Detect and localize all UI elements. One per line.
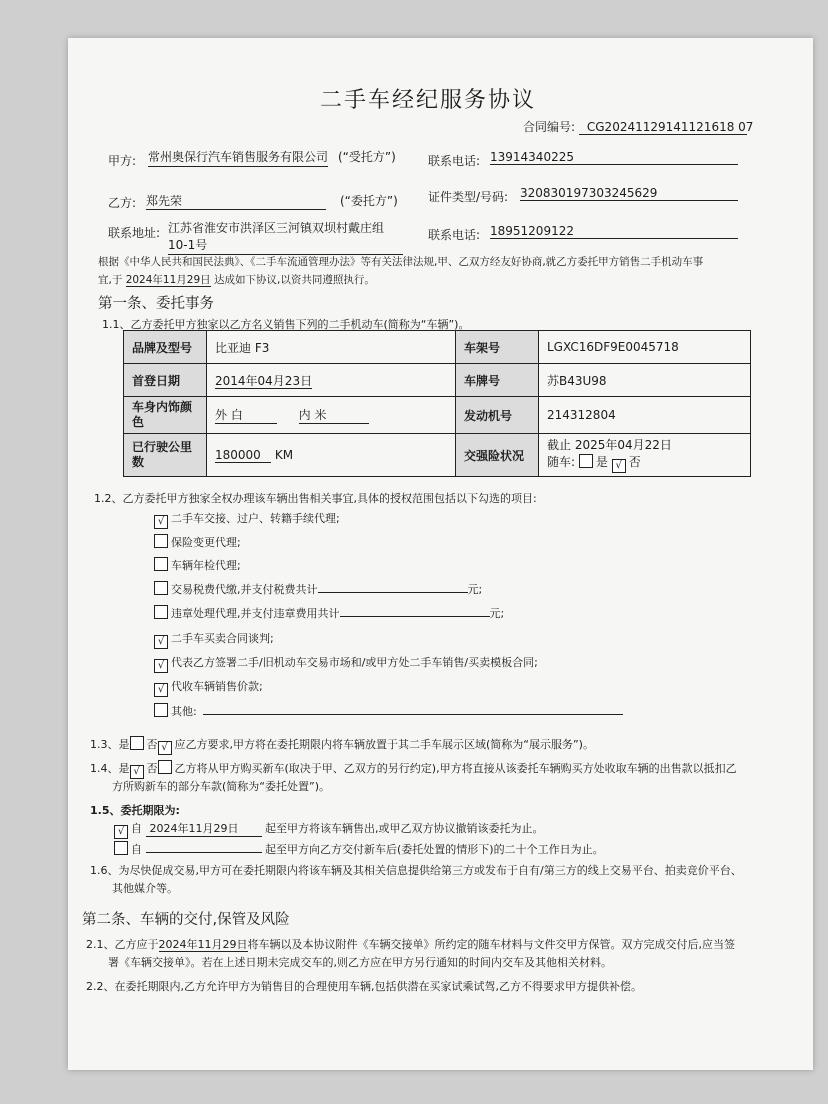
vin-value: LGXC16DF9E0045718 <box>539 331 751 364</box>
party-a-role: (“受托方”) <box>338 150 396 164</box>
mileage-value: 180000 <box>215 448 271 463</box>
clause-1-4: 1.4、是 √ 否 乙方将从甲方购买新车(取决于甲、乙双方的另行约定),甲方将直接从该委托车辆购买方处收取车辆的出售款以抵扣乙 <box>90 762 737 777</box>
engine-value: 214312804 <box>539 397 751 434</box>
auth-item-5[interactable]: 违章处理代理,并支付违章费用共计 元; <box>154 604 504 621</box>
auth-item-7[interactable]: √ 代表乙方签署二手/旧机动车交易市场和/或甲方处二手车销售/买卖模板合同; <box>154 654 538 673</box>
auth-item-9[interactable]: 其他: <box>154 702 623 719</box>
auth-checkbox-8[interactable]: √ <box>154 683 168 697</box>
violation-amount-blank[interactable] <box>340 604 490 617</box>
preamble-line-2: 宜,于 2024年11月29日 达成如下协议,以资共同遵照执行。 <box>98 274 375 286</box>
term-1-checkbox[interactable]: √ <box>114 825 128 839</box>
insurance-until: 截止 2025年04月22日 <box>547 438 672 452</box>
clause-2-1-cont: 署《车辆交接单》。若在上述日期未完成交车的,则乙方应在甲方另行通知的时间内交车及其他相关材料。 <box>108 956 612 969</box>
insurance-yes-checkbox[interactable] <box>579 454 593 468</box>
exterior-color: 外 白 <box>215 406 277 424</box>
party-b-name: 郑先荣 <box>146 192 326 210</box>
insurance-with-car: 随车: 是 √ 否 <box>547 455 641 471</box>
tax-amount-blank[interactable] <box>318 580 468 593</box>
section-1-heading: 第一条、委托事务 <box>98 296 214 312</box>
show-yes-checkbox[interactable] <box>130 736 144 750</box>
term-2-date-blank[interactable] <box>146 840 262 853</box>
clause-1-6-cont: 其他媒介等。 <box>112 882 178 895</box>
table-row <box>124 331 751 364</box>
brand-value: 比亚迪 F3 <box>207 331 456 364</box>
vehicle-table <box>123 330 751 477</box>
address-label: 联系地址: <box>108 226 161 240</box>
reg-date-label: 首登日期 <box>124 364 207 397</box>
clause-1-5-heading: 1.5、委托期限为: <box>90 804 180 817</box>
auth-item-1[interactable]: √ 二手车交接、过户、转籍手续代理; <box>154 510 340 529</box>
clause-1-3: 1.3、是 否 √ 应乙方要求,甲方将在委托期限内将车辆放置于其二手车展示区域(简称为“展示服务”)。 <box>90 738 594 753</box>
clause-1-4-cont: 方所购新车的部分车款(简称为“委托处置”)。 <box>112 780 330 793</box>
id-label: 证件类型/号码: <box>428 190 509 204</box>
section-2-heading: 第二条、车辆的交付,保管及风险 <box>82 912 290 928</box>
plate-label: 车牌号 <box>456 364 539 397</box>
delivery-date: 2024年11月29日 <box>158 938 248 951</box>
insurance-label: 交强险状况 <box>456 434 539 477</box>
clause-1-6: 1.6、为尽快促成交易,甲方可在委托期限内将该车辆及其相关信息提供给第三方或发布于自有/第三方的线上交易平台、拍卖竞价平台、 <box>90 864 742 877</box>
table-row <box>124 364 751 397</box>
clause-2-2: 2.2、在委托期限内,乙方允许甲方为销售目的合理使用车辆,包括供潜在买家试乘试驾,乙方不得要求甲方提供补偿。 <box>86 980 642 993</box>
table-row <box>124 434 751 477</box>
auth-item-6[interactable]: √ 二手车买卖合同谈判; <box>154 630 274 649</box>
clause-1-1: 1.1、乙方委托甲方独家以乙方名义销售下列的二手机动车(简称为“车辆”)。 <box>102 318 470 331</box>
other-blank[interactable] <box>203 702 623 715</box>
mileage-unit: KM <box>274 447 294 462</box>
disposal-yes-checkbox[interactable]: √ <box>130 765 144 779</box>
color-cell <box>207 397 456 434</box>
preamble-date: 2024年11月29日 <box>125 274 211 286</box>
show-no-checkbox[interactable]: √ <box>158 741 172 755</box>
term-1-date: 2024年11月29日 <box>146 820 262 837</box>
engine-label: 发动机号 <box>456 397 539 434</box>
disposal-no-checkbox[interactable] <box>158 760 172 774</box>
party-b-phone-label: 联系电话: <box>428 228 481 242</box>
vin-label: 车架号 <box>456 331 539 364</box>
party-a-label: 甲方: <box>108 154 137 168</box>
party-b-label: 乙方: <box>108 196 137 210</box>
contract-number: 合同编号: CG20241129141121618 07 <box>523 120 754 134</box>
contract-page <box>68 38 813 1070</box>
insurance-no-checkbox[interactable]: √ <box>612 459 626 473</box>
term-2-checkbox[interactable] <box>114 841 128 855</box>
party-b-role: (“委托方”) <box>340 194 398 208</box>
party-a-name: 常州奥保行汽车销售服务有限公司 <box>148 148 328 167</box>
insurance-cell <box>539 434 751 477</box>
auth-item-4[interactable]: 交易税费代缴,并支付税费共计 元; <box>154 580 482 597</box>
auth-checkbox-6[interactable]: √ <box>154 635 168 649</box>
mileage-label: 已行驶公里数 <box>124 434 207 477</box>
party-b-phone: 18951209122 <box>490 224 738 239</box>
party-a-phone: 13914340225 <box>490 150 738 165</box>
auth-checkbox-3[interactable] <box>154 557 168 571</box>
reg-date-value: 2014年04月23日 <box>215 373 313 388</box>
auth-checkbox-2[interactable] <box>154 534 168 548</box>
term-option-1: √ 自 2024年11月29日 起至甲方将该车辆售出,或甲乙双方协议撤销该委托为止。 <box>114 820 544 839</box>
plate-value: 苏B43U98 <box>539 364 751 397</box>
auth-checkbox-7[interactable]: √ <box>154 659 168 673</box>
auth-item-2[interactable]: 保险变更代理; <box>154 534 241 550</box>
auth-checkbox-5[interactable] <box>154 605 168 619</box>
auth-checkbox-4[interactable] <box>154 581 168 595</box>
table-row <box>124 397 751 434</box>
auth-item-8[interactable]: √ 代收车辆销售价款; <box>154 678 263 697</box>
auth-item-3[interactable]: 车辆年检代理; <box>154 557 241 573</box>
address: 江苏省淮安市洪泽区三河镇双坝村戴庄组10-1号 <box>168 220 403 255</box>
mileage-cell <box>207 434 456 477</box>
preamble-line-1: 根据《中华人民共和国民法典》、《二手车流通管理办法》等有关法律法规,甲、乙双方经友好协商,就乙方委托甲方销售二手机动车事 <box>98 256 704 268</box>
clause-1-2: 1.2、乙方委托甲方独家全权办理该车辆出售相关事宜,具体的授权范围包括以下勾选的项目: <box>94 492 537 505</box>
party-a-phone-label: 联系电话: <box>428 154 481 168</box>
auth-checkbox-1[interactable]: √ <box>154 515 168 529</box>
document-title: 二手车经纪服务协议 <box>320 88 537 113</box>
color-label: 车身内饰颜色 <box>124 397 207 434</box>
term-option-2: 自 起至甲方向乙方交付新车后(委托处置的情形下)的二十个工作日为止。 <box>114 840 604 857</box>
clause-2-1: 2.1、乙方应于2024年11月29日将车辆以及本协议附件《车辆交接单》所约定的随车材料与文件交甲方保管。双方完成交付后,应当签 <box>86 938 735 951</box>
party-b-id: 320830197303245629 <box>520 186 738 201</box>
interior-color: 内 米 <box>299 406 369 424</box>
contract-number-value: CG20241129141121618 07 <box>579 120 747 135</box>
reg-date-cell <box>207 364 456 397</box>
auth-checkbox-9[interactable] <box>154 703 168 717</box>
brand-label: 品牌及型号 <box>124 331 207 364</box>
